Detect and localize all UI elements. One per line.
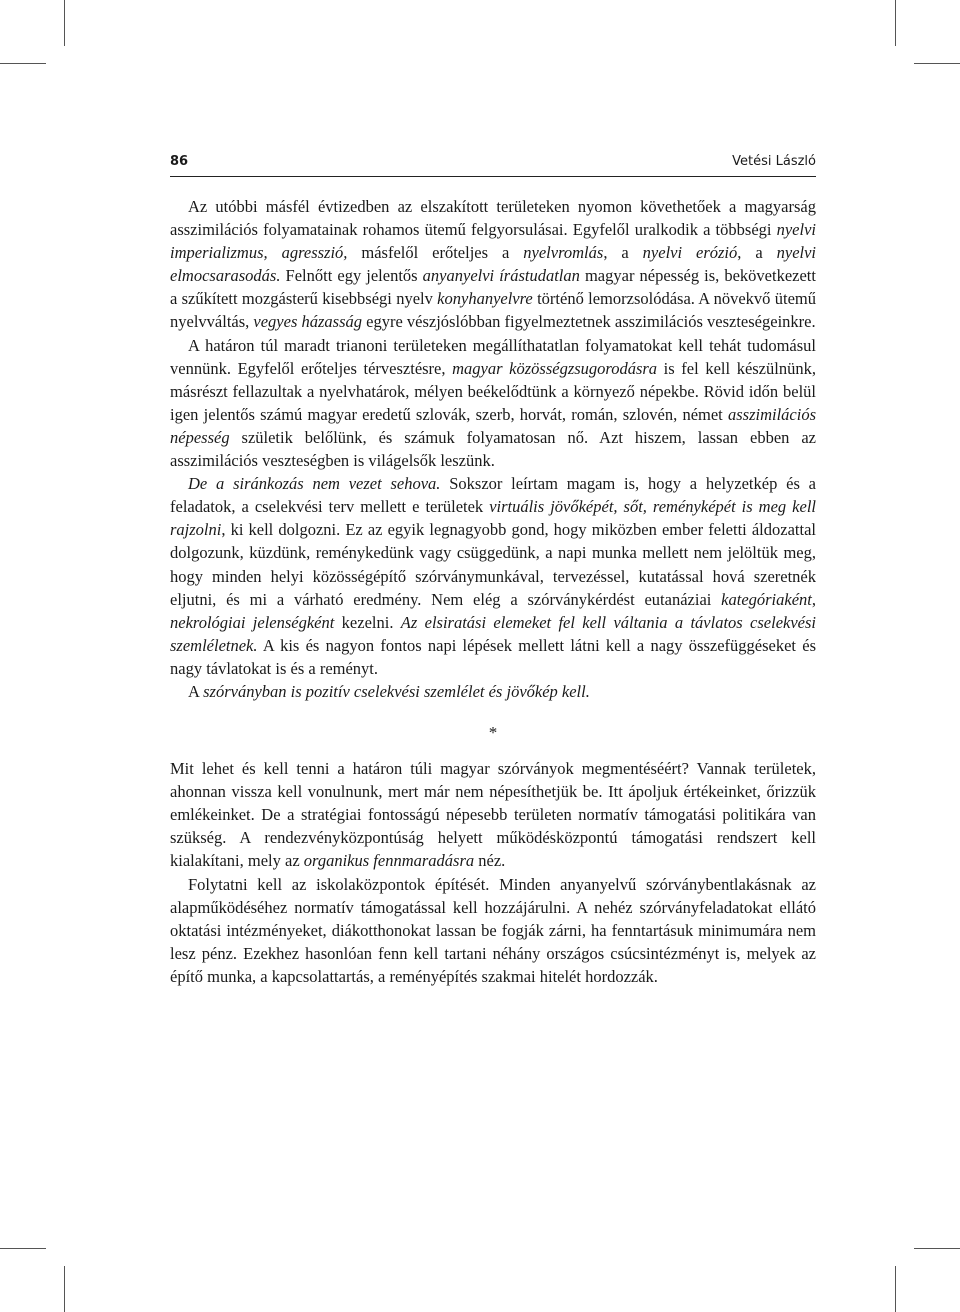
crop-mark-top-right: [895, 0, 896, 46]
italic-run: Az elsiratási elemeket fel kell váltania a távlatos cselekvési szemléletnek.: [170, 612, 816, 655]
text-run: másfelől erőteljes a: [347, 243, 524, 263]
crop-mark-top-left: [64, 0, 65, 46]
text-run: A határon túl maradt trianoni területeken megállíthatatlan folyamatokat kell tehát tudomásul vennünk. Egyfelől erőteljes térvesztésre,: [170, 335, 816, 378]
italic-run: vegyes házasság: [253, 312, 363, 332]
italic-run: konyhanyelvre: [437, 289, 533, 309]
text-run: ,: [811, 589, 816, 609]
paragraph: [170, 757, 816, 872]
italic-run: nekrológiai jelenségként: [170, 612, 335, 632]
crop-mark-bottom-left: [0, 1248, 46, 1249]
italic-run: organikus fennmaradásra: [303, 851, 475, 871]
italic-run: nyelvromlás: [523, 243, 604, 263]
italic-run: nyelvi erózió: [642, 243, 738, 263]
italic-run: nyelvi elmocsarasodás.: [170, 243, 817, 286]
text-run: történő lemorzsolódása. A növekvő ütemű nyelvváltás,: [170, 289, 816, 332]
text-run: magyar népesség is, bekövetkezett a szűkített mozgásterű kisebbségi nyelv: [170, 266, 816, 309]
italic-run: kategóriaként: [721, 589, 812, 609]
text-run: születik belőlünk, és számuk folyamatosan nő. Azt hiszem, lassan ebben az asszimilációs veszteségben is világelsők leszünk.: [170, 427, 816, 471]
paragraph: [170, 334, 816, 473]
crop-mark-top-right: [914, 63, 960, 64]
italic-run: szórványban is pozitív cselekvési szemlélet és jövőkép kell.: [203, 681, 590, 701]
text-run: , a: [603, 243, 643, 263]
text-run: Sokszor leírtam magam is, hogy a helyzetkép és a feladatok, a cselekvési terv mellett e területek: [170, 474, 816, 517]
italic-run: nyelvi imperializmus, agresszió,: [170, 220, 816, 263]
text-run: is fel kell készülnünk, másrészt fellazultak a nyelvhatárok, mélyen beékelődtünk a környező népekbe. Rövid időn belül igen jelentős számú magyar eredetű szlovák, szerb, horvát, román, szlovén, német: [170, 358, 816, 424]
crop-mark-bottom-left: [64, 1266, 65, 1312]
text-run: Mit lehet és kell tenni a határon túli magyar szórványok megmentéséért? Vannak területek, ahonnan vissza kell vonulnunk, mert már nem népesíthetjük be. Itt ápoljuk értékeinket, őrizzük emlékeinket. De a stratégiai fontosságú népesebb területen normatív támogatási politikára van szükség. A rendezvényközpontúság helyett működésközpontú támogatási rendszert kell kialakítani, mely az: [170, 759, 816, 871]
crop-mark-top-left: [0, 63, 46, 64]
italic-run: magyar közösségzsugorodásra: [452, 358, 658, 378]
section-separator: *: [488, 723, 498, 743]
italic-run: anyanyelvi írástudatlan: [422, 266, 580, 286]
paragraph: [170, 680, 816, 703]
text-run: A: [188, 681, 204, 701]
text-run: Folytatni kell az iskolaközpontok építését. Minden anyanyelvű szórványbentlakásnak az alapműködéséhez normatív támogatással kell hozzájárulni. A nehéz szórványfeladatokat ellátó oktatási intézményeket, diákotthonokat lassan be fogják zárni, ha fenntartásuk minimumára nem lesz pénz. Ezekhez hasonlóan fenn kell tartani néhány országos csúcsintézményt is, melyek az építő munka, a kapcsolattartás, a reményépítés szakmai hitelét hordozzák.: [170, 874, 816, 986]
text-run: egyre vészjóslóbban figyelmeztetnek asszimilációs veszteségeinkre.: [362, 312, 816, 332]
paragraph: [170, 472, 816, 680]
text-run: Felnőtt egy jelentős: [280, 266, 423, 286]
text-run: Az utóbbi másfél évtizedben az elszakított területeken nyomon követhetőek a magyarság asszimilációs folyamatainak rohamos ütemű felgyorsulásai. Egyfelől uralkodik a többségi: [170, 197, 816, 240]
italic-run: De a siránkozás nem vezet sehova.: [188, 474, 441, 494]
text-run: néz.: [474, 851, 506, 871]
paragraph: [170, 873, 816, 988]
running-head-author: Vetési László: [732, 154, 816, 169]
paragraph: [170, 195, 816, 334]
text-run: , a: [737, 243, 777, 263]
running-header: [170, 152, 816, 177]
crop-mark-bottom-right: [914, 1248, 960, 1249]
crop-mark-bottom-right: [895, 1266, 896, 1312]
italic-run: asszimilációs népesség: [170, 404, 816, 447]
text-run: kezelni.: [334, 612, 401, 632]
text-run: A kis és nagyon fontos napi lépések mellett látni kell a nagy összefüggéseket és nagy távlatokat is és a reményt.: [170, 635, 816, 678]
article-body: [170, 195, 816, 988]
page-number: 86: [170, 154, 189, 169]
italic-run: virtuális jövőképét, sőt, reményképét is meg kell rajzolni: [170, 497, 816, 540]
text-run: , ki kell dolgozni. Ez az egyik legnagyobb gond, hogy miközben ember feletti áldozattal dolgozunk, küzdünk, reménykedünk vagy csüggedünk, a napi munka mellett nem jelöltük meg, hogy minden helyi közösségépítő szórványmunkával, tervezéssel, kutatással hová szeretnék eljutni, és mi a várható eredmény. Nem elég a szórványkérdést eutanáziai: [170, 520, 816, 609]
